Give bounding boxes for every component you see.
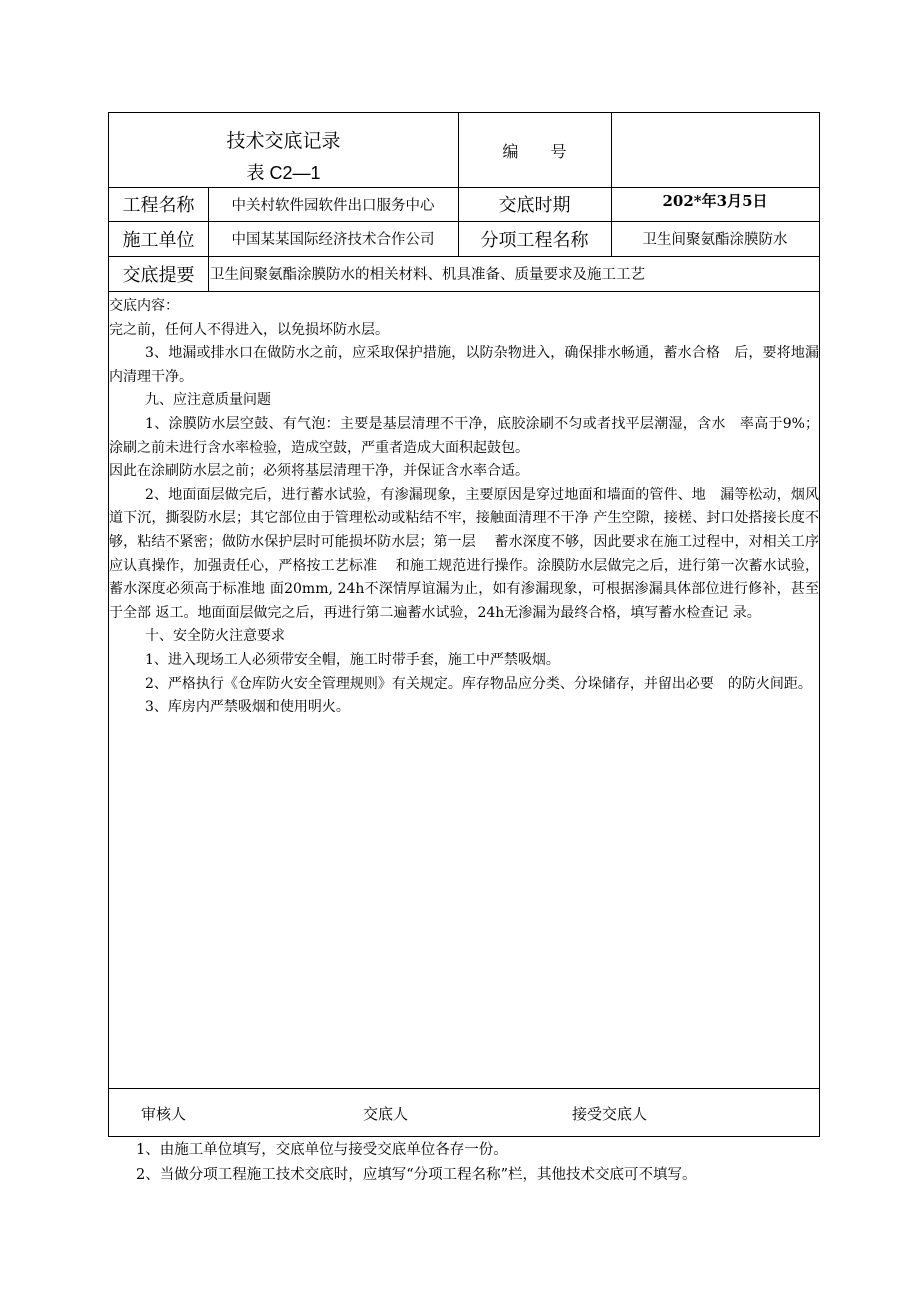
subitem-name-label: 分项工程名称: [480, 229, 589, 251]
disclosure-date-value: 202*年3月5日: [662, 191, 768, 210]
project-name-label: 工程名称: [122, 195, 195, 216]
subitem-name-value: 卫生间聚氨酯涂膜防水: [642, 232, 788, 248]
construction-unit-label: 施工单位: [122, 229, 195, 251]
construction-unit-value: 中国某某国际经济技术合作公司: [231, 232, 435, 248]
receiver-label: 接受交底人: [572, 1105, 648, 1123]
content-paragraph: 1、进入现场工人必须带安全帽，施工时带手套，施工中严禁吸烟。: [145, 651, 560, 668]
content-heading: 交底内容：: [109, 298, 179, 314]
discloser-label: 交底人: [363, 1105, 409, 1123]
summary-value: 卫生间聚氨酯涂膜防水的相关材料、机具准备、质量要求及施工工艺: [210, 267, 645, 283]
content-paragraph: 2、严格执行《仓库防火安全管理规则》有关规定。库存物品应分类、分垛储存，并留出必要 的防火间距。: [145, 675, 812, 692]
section-heading-quality: 九、应注意质量问题: [145, 392, 271, 409]
summary-label: 交底提要: [122, 264, 195, 286]
footnote-2: 2、当做分项工程施工技术交底时，应填写“分项工程名称”栏，其他技术交底可不填写。: [136, 1167, 697, 1183]
disclosure-date-label: 交底时期: [498, 195, 571, 216]
project-name-value: 中关村软件园软件出口服务中心: [231, 197, 435, 214]
disclosure-content: [109, 295, 819, 720]
content-paragraph: 1、涂膜防水层空鼓、有气泡：主要是基层清理不干净，底胶涂刷不匀或者找平层潮湿，含水 率高于9%；涂刷之前未进行含水率检验，造成空鼓，严重者造成大面积起鼓包。: [109, 415, 819, 456]
content-paragraph: 3、库房内严禁吸烟和使用明火。: [145, 699, 350, 716]
code-value[interactable]: [611, 113, 819, 187]
section-heading-safety: 十、安全防火注意要求: [145, 628, 285, 645]
content-paragraph: 3、地漏或排水口在做防水之前，应采取保护措施，以防杂物进入，确保排水畅通，蓄水合格 后，要将地漏内清理干净。: [109, 345, 819, 385]
form-number: 表 C2—1: [246, 163, 321, 183]
footnote-1: 1、由施工单位填写，交底单位与接受交底单位各存一份。: [136, 1142, 508, 1158]
content-paragraph: 完之前，任何人不得进入，以免损坏防水层。: [109, 321, 389, 338]
disclosure-form: [108, 112, 820, 1137]
content-paragraph: 2、地面面层做完后，进行蓄水试验，有渗漏现象，主要原因是穿过地面和墙面的管件、地 漏等松动，烟风道下沉，撕裂防水层；其它部位由于管理松动或粘结不牢，接触面清理不干净 产生空隙，接槎、封口处搭接长度不够，粘结不紧密；做防水保护层时可能损坏防水层；第一层 蓄水深度不够，因此要求在施工过程中，对相关工序应认真操作，加强责任心，严格按工艺标准 和施工规范进行操作。涂膜防水层做完之后，进行第一次蓄水试验，蓄水深度必须高于标准地 面20mm, 24h不深情厚谊漏为止，如有渗漏现象，可根据渗漏具体部位进行修补，甚至于全部 返工。地面面层做完之后，再进行第二遍蓄水试验，24h无渗漏为最终合格，填写蓄水检查记 录。: [109, 486, 819, 621]
code-label: 编 号: [502, 141, 567, 161]
reviewer-label: 审核人: [141, 1105, 187, 1123]
content-paragraph: 因此在涂刷防水层之前；必须将基层清理干净，并保证含水率合适。: [109, 463, 529, 480]
form-title: 技术交底记录: [226, 129, 341, 152]
rule-row3-bottom: [109, 291, 819, 292]
rule-content-bottom: [109, 1088, 819, 1089]
